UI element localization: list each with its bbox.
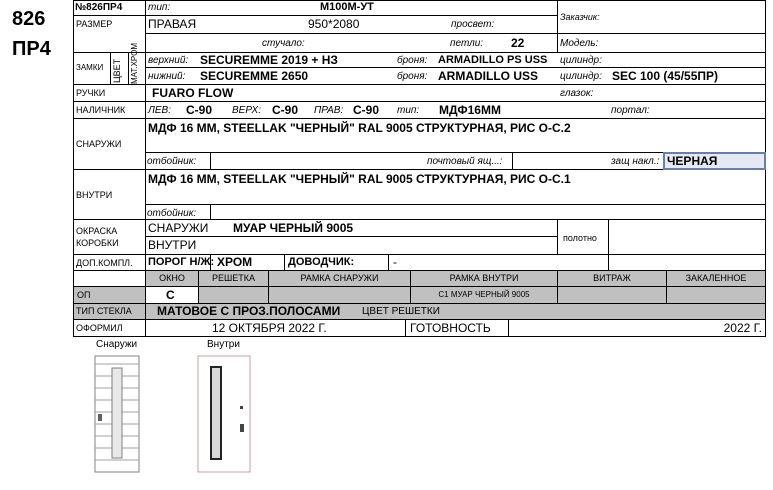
inside-kick-label: отбойник: (147, 208, 197, 219)
frame-paint-label-2: КОРОБКИ (76, 238, 119, 248)
upper-cylinder-label: цилиндр: (560, 55, 602, 66)
closer-value: - (393, 255, 397, 269)
op-window-value: С (166, 288, 175, 302)
type-label: тип: (148, 2, 171, 13)
sketch-outside-label: Снаружи (96, 339, 138, 350)
trim-type-label: тип: (397, 105, 420, 116)
outside-label: СНАРУЖИ (76, 139, 122, 149)
order-big-code: ПР4 (12, 38, 51, 60)
trim-label: НАЛИЧНИК (76, 105, 126, 115)
lock-color-label: ЦВЕТ (112, 58, 122, 83)
handles-label: РУЧКИ (76, 88, 106, 98)
inside-label: ВНУТРИ (76, 190, 113, 200)
trim-right-label: ПРАВ: (314, 105, 344, 116)
trim-top-label: ВЕРХ: (232, 105, 262, 116)
hinges-value: 22 (511, 36, 525, 50)
frame-inside-label: ВНУТРИ (148, 238, 197, 252)
extra-label: ДОП.КОМПЛ. (76, 258, 133, 268)
issued-label: ОФОРМИЛ (76, 323, 123, 333)
lower-lock-label: нижний: (148, 71, 186, 82)
threshold-label: стучало: (262, 38, 305, 49)
closer-label: ДОВОДЧИК: (288, 256, 355, 268)
locks-label: ЗАМКИ (76, 63, 104, 72)
sketch-inside-label: Внутри (207, 339, 240, 350)
mail-slot-label: почтовый ящ...: (427, 156, 503, 167)
threshold-option-label: ПОРОГ Н/Ж: (148, 256, 215, 268)
glass-type-value: МАТОВОЕ С ПРОЗ.ПОЛОСАМИ (157, 304, 341, 318)
op-header-window: ОКНО (159, 273, 185, 283)
grid-color-label: ЦВЕТ РЕШЕТКИ (362, 306, 440, 317)
ready-label: ГОТОВНОСТЬ (410, 321, 491, 335)
plate-label: защ накл.: (611, 156, 660, 167)
op-header-tempered: ЗАКАЛЕННОЕ (685, 273, 747, 283)
order-number: №826ПР4 (75, 2, 123, 13)
plate-value: ЧЕРНАЯ (667, 154, 718, 168)
upper-lock-value: SECUREMME 2019 + НЗ (200, 53, 338, 67)
lower-armor-value: ARMADILLO USS (438, 69, 538, 83)
plate-value-cell[interactable] (663, 152, 766, 170)
threshold-option-value: ХРОМ (217, 255, 253, 269)
door-side: ПРАВАЯ (148, 17, 197, 31)
customer-label: Заказчик: (560, 12, 600, 22)
op-row-label: ОП (77, 290, 91, 300)
frame-outside-label: СНАРУЖИ (148, 221, 209, 235)
op-header-stained-glass: ВИТРАЖ (593, 273, 631, 283)
order-big-number: 826 (12, 8, 46, 30)
lower-cylinder-label: цилиндр: (560, 71, 602, 82)
inside-door-sketch (192, 352, 256, 478)
outside-door-sketch (88, 352, 148, 478)
door-dimensions: 950*2080 (308, 17, 360, 31)
model-label: Модель: (560, 38, 599, 49)
upper-lock-label: верхний: (148, 55, 189, 66)
lock-color-value: МАТ.ХРОМ (130, 43, 139, 84)
frame-paint-label-1: ОКРАСКА (76, 226, 118, 236)
glass-type-label: ТИП СТЕКЛА (76, 306, 132, 316)
trim-left-value: С-90 (186, 103, 213, 117)
trim-top-value: С-90 (272, 103, 299, 117)
lower-armor-label: броня: (397, 71, 428, 82)
trim-type-value: МДФ16ММ (439, 103, 501, 117)
peephole-label: глазок: (560, 88, 594, 99)
op-header-grille: РЕШЕТКА (211, 273, 255, 283)
op-header-frame-outside: РАМКА СНАРУЖИ (300, 273, 379, 283)
outside-finish: МДФ 16 ММ, STEELLAK "ЧЕРНЫЙ" RAL 9005 СТРУКТУРНАЯ, РИС О-С.2 (148, 121, 571, 135)
trim-right-value: С-90 (353, 103, 380, 117)
handles-value: FUARO FLOW (152, 86, 234, 100)
op-header-frame-inside: РАМКА ВНУТРИ (449, 273, 519, 283)
type-value: М100М-УТ (320, 1, 374, 13)
frame-outside-value: МУАР ЧЕРНЫЙ 9005 (233, 221, 354, 235)
size-label: РАЗМЕР (76, 19, 113, 29)
inside-finish: МДФ 16 ММ, STEELLAK "ЧЕРНЫЙ" RAL 9005 СТРУКТУРНАЯ, РИС О-С.1 (148, 172, 571, 186)
lower-cylinder-value: SEC 100 (45/55ПР) (612, 69, 719, 83)
ready-year: 2022 Г. (723, 321, 762, 335)
trim-left-label: ЛЕВ: (148, 105, 171, 116)
op-frame-inside-value: С1 МУАР ЧЕРНЫЙ 9005 (438, 290, 530, 299)
upper-armor-value: ARMADILLO PS USS (438, 54, 548, 66)
hinges-label: петли: (450, 38, 484, 49)
gap-label: просвет: (451, 19, 495, 30)
lower-lock-value: SECUREMME 2650 (200, 69, 309, 83)
outside-kick-label: отбойник: (147, 156, 197, 167)
portal-label: портал: (611, 105, 650, 116)
canvas-label: полотно (563, 233, 597, 243)
issued-date: 12 ОКТЯБРЯ 2022 Г. (212, 321, 327, 335)
upper-armor-label: броня: (397, 55, 428, 66)
